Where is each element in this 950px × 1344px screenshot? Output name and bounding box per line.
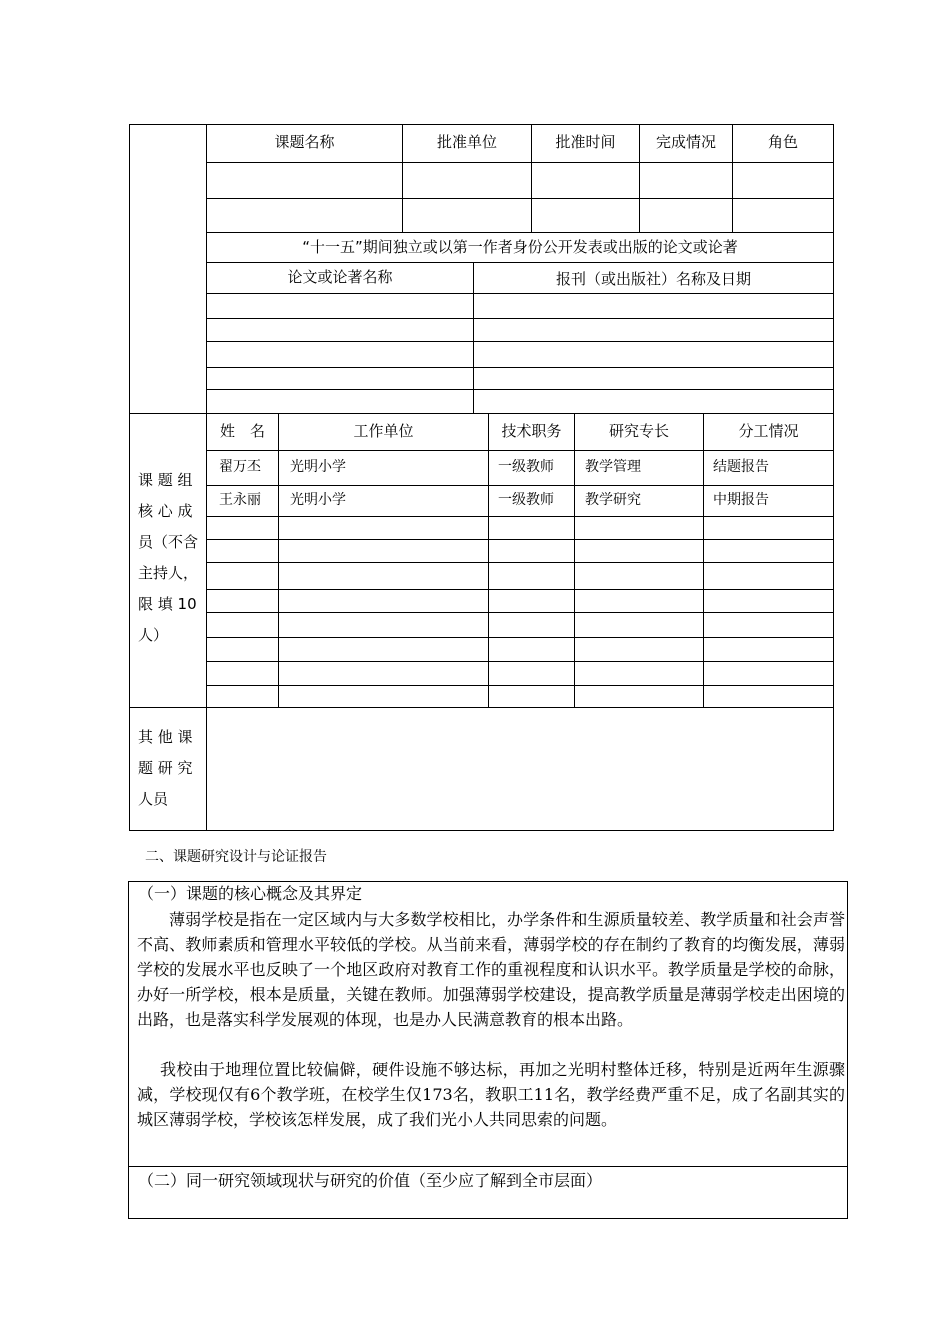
part1-paragraph-1: 薄弱学校是指在一定区域内与大多数学校相比，办学条件和生源质量较差、教学质量和社会声誉不高、教师素质和管理水平较低的学校。从当前来看，薄弱学校的存在制约了教育的均衡发展，薄弱学校的发展水平也反映了一个地区政府对教育工作的重视程度和认识水平。教学质量是学校的命脉，办好一所学校，根本是质量，关键在教师。加强薄弱学校建设，提高教学质量是薄弱学校走出困境的出路，也是落实科学发展观的体现，也是办人民满意教育的根本出路。 (137, 910, 845, 1029)
member-unit: 光明小学 (290, 492, 346, 508)
table-border-right (833, 124, 834, 831)
header-publisher-date: 报刊（或出版社）名称及日期 (555, 270, 751, 288)
papers-section-title: “十一五”期间独立或以第一作者身份公开发表或出版的论文或论著 (302, 238, 738, 256)
header-work-unit: 工作单位 (353, 422, 414, 440)
header-approval-unit: 批准单位 (436, 133, 497, 151)
member-name: 王永丽 (219, 492, 261, 508)
member-unit: 光明小学 (290, 459, 346, 475)
header-expertise: 研究专长 (608, 422, 669, 440)
table-border-left (129, 124, 130, 831)
header-title: 技术职务 (501, 422, 562, 440)
member-name: 翟万丕 (219, 459, 261, 475)
header-member-name: 姓 名 (219, 422, 265, 440)
part1-heading: （一）课题的核心概念及其界定 (138, 884, 363, 903)
others-label: 其 他 课 题 研 究 人员 (138, 728, 193, 808)
member-expertise: 教学研究 (585, 492, 641, 508)
table-border-bottom (129, 830, 834, 831)
member-division: 中期报告 (713, 492, 769, 508)
members-label: 课 题 组 核 心 成 员（不含 主持人， 限 填 10 人） (138, 471, 199, 644)
label-column-divider (206, 124, 207, 831)
header-project-name: 课题名称 (274, 133, 335, 151)
part2-heading: （二）同一研究领域现状与研究的价值（至少应了解到全市层面） (138, 1171, 603, 1190)
part1-paragraph-2: 我校由于地理位置比较偏僻，硬件设施不够达标，再加之光明村整体迁移，特别是近两年生源骤减，学校现仅有6个教学班，在校学生仅173名，教职工11名，教学经费严重不足，成了名副其实的城区薄弱学校，学校该怎样发展，成了我们光小人共同思索的问题。 (137, 1060, 845, 1129)
member-title: 一级教师 (498, 459, 554, 475)
member-division: 结题报告 (713, 459, 769, 475)
header-completion: 完成情况 (655, 133, 716, 151)
header-role: 角色 (767, 133, 798, 151)
member-expertise: 教学管理 (585, 459, 641, 475)
table-border-top (129, 124, 834, 125)
header-division: 分工情况 (738, 422, 799, 440)
member-title: 一级教师 (498, 492, 554, 508)
section-2-title: 二、课题研究设计与论证报告 (145, 849, 327, 865)
header-paper-name: 论文或论著名称 (287, 268, 393, 286)
header-approval-time: 批准时间 (555, 133, 616, 151)
